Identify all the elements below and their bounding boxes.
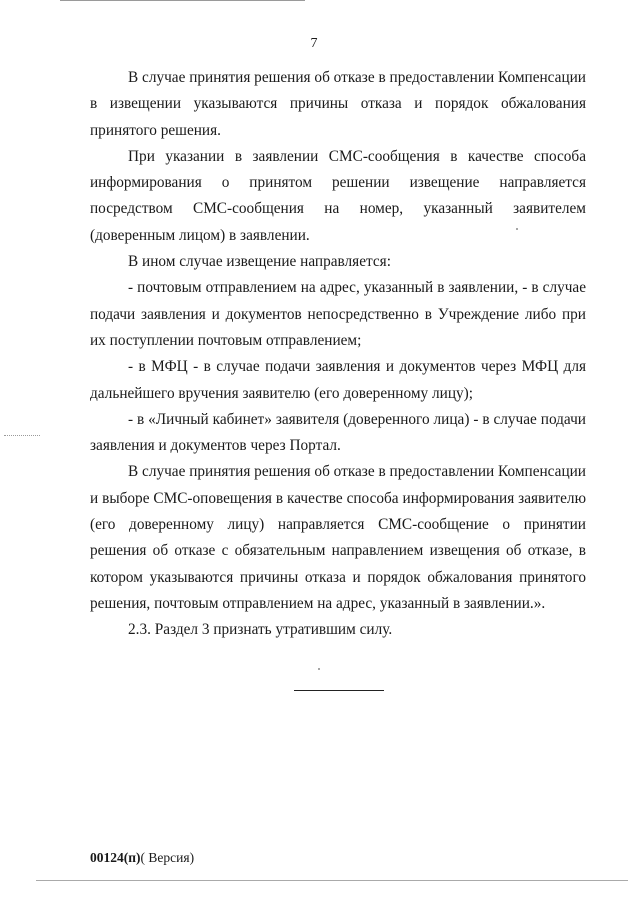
end-of-text-line: [294, 690, 384, 691]
paragraph-otherwise-intro: В ином случае извещение направляется:: [128, 253, 391, 271]
paragraph-refusal-sms: В случае принятия решения об отказе в предоставлении Компенсации и выборе СМС-оповещения в качестве способа информирования заявителю (его доверенному лицу) направляется СМС-сообщение о принятии решения об отказе с обязательным направлением извещения об отказе, в котором указываются причины отказа и порядок обжалования принятого решения, почтовым отправлением на адрес, указанный в заявлении.».: [90, 463, 586, 612]
list-item-personal-account: - в «Личный кабинет» заявителя (доверенного лица) - в случае подачи заявления и документов через Портал.: [90, 410, 586, 455]
top-scan-line: [60, 0, 305, 1]
margin-scan-marks: [4, 435, 40, 437]
document-body: [90, 65, 586, 644]
paragraph-sms-notification: При указании в заявлении СМС-сообщения в качестве способа информирования о принятом решении извещение направляется посредством СМС-сообщения на номер, указанный заявителем (доверенным лицом) в заявлении.: [90, 147, 586, 244]
list-item-postal: - почтовым отправлением на адрес, указанный в заявлении, - в случае подачи заявления и документов непосредственно в Учреждение либо при их поступлении почтовым отправлением;: [90, 279, 586, 349]
paragraph-refusal-notice: В случае принятия решения об отказе в предоставлении Компенсации в извещении указываются причины отказа и порядок обжалования принятого решения.: [90, 69, 586, 139]
document-version: ( Версия): [140, 850, 195, 865]
list-item-mfc: - в МФЦ - в случае подачи заявления и документов через МФЦ для дальнейшего вручения заявителю (его доверенному лицу);: [90, 358, 586, 402]
scan-speck: [516, 228, 518, 230]
paragraph-section-3-void: 2.3. Раздел 3 признать утратившим силу.: [128, 621, 393, 639]
scan-speck: [318, 668, 320, 670]
document-code: 00124(п): [90, 850, 141, 865]
bottom-scan-line: [36, 880, 628, 881]
document-footer-code: [90, 850, 194, 866]
page-number: 7: [310, 36, 318, 51]
